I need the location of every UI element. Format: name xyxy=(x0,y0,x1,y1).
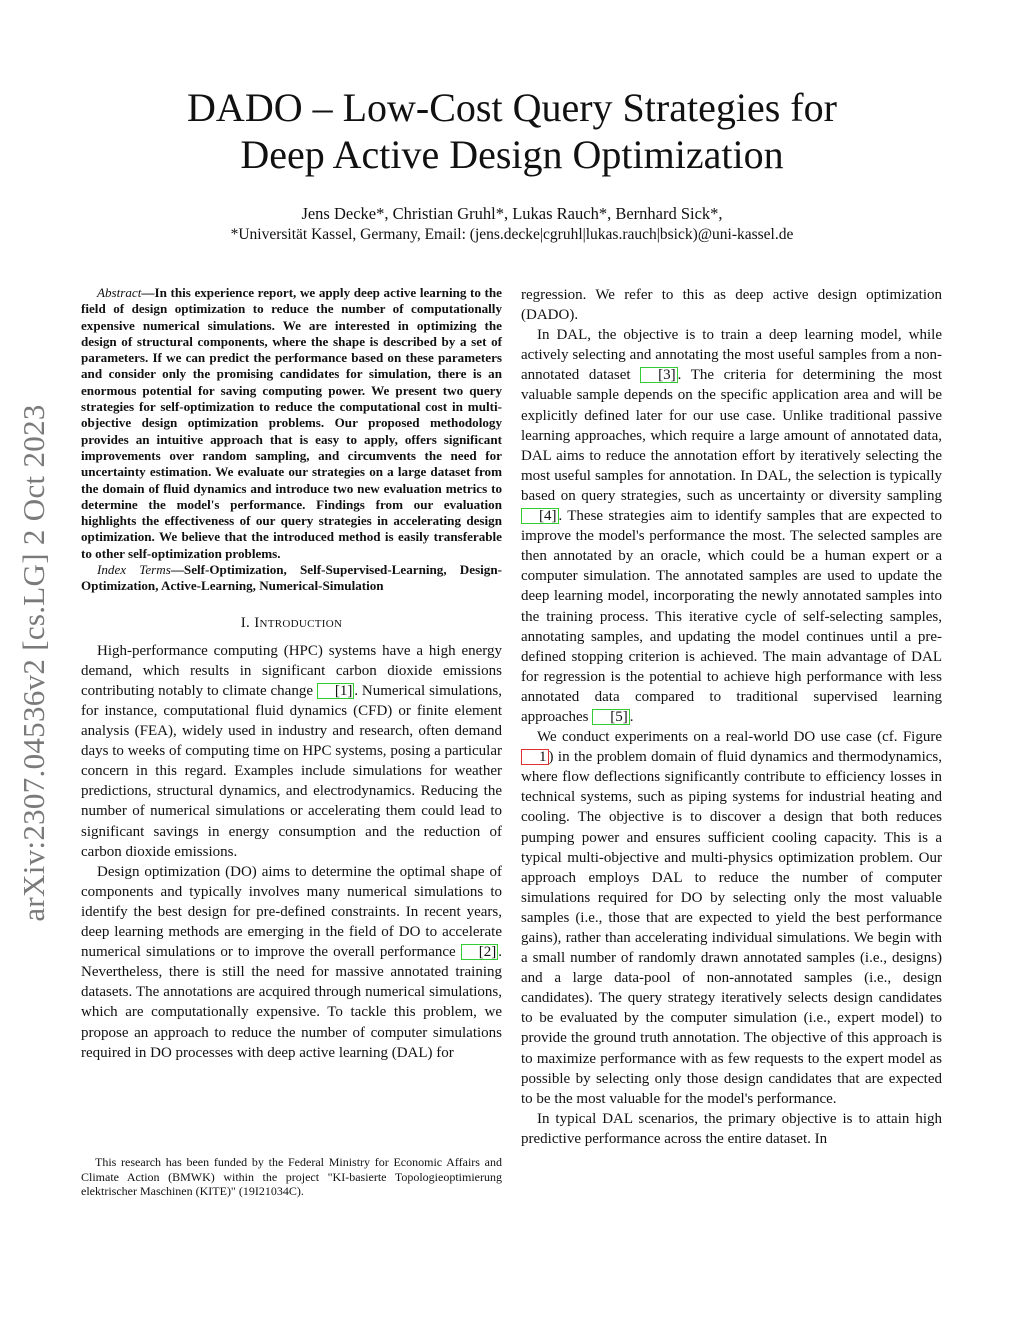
paragraph-text: In DAL, the objective is to train a deep learning model, while actively selecting and annotating the most useful samples from a non-annotated dataset xyxy=(521,327,942,384)
section-number: I. xyxy=(240,614,251,631)
paragraph-text: . The criteria for determining the most valuable sample depends on the specific application area and will be explicitly defined later for our use case. Unlike traditional passive learning approaches, which require a large amount of annotated data, DAL aims to reduce the annotation effort by iteratively selecting the most useful samples for annotation. In DAL, the selection is typically based on query strategies, such as uncertainty or diversity sampling xyxy=(521,367,942,504)
right-column xyxy=(521,285,942,1149)
index-terms-text: —Self-Optimization, Self-Supervised-Learning, Design-Optimization, Active-Learning, Numerical-Simulation xyxy=(81,562,502,594)
paragraph-experiments xyxy=(521,727,942,1109)
section-title: Introduction xyxy=(254,614,343,631)
author-affiliation: *Universität Kassel, Germany, Email: (jens.decke|cgruhl|lukas.rauch|bsick)@uni-kassel.de xyxy=(230,226,794,243)
arxiv-identifier: arXiv:2307.04536v2 [cs.LG] 2 Oct 2023 xyxy=(16,404,51,922)
paragraph-text: High-performance computing (HPC) systems have a high energy demand, which results in significant carbon dioxide emissions contributing notably to climate change xyxy=(81,642,502,699)
paragraph-text: ) in the problem domain of fluid dynamics and thermodynamics, where flow deflections significantly contribute to efficiency losses in technical systems, such as piping systems for industrial heating and cooling. The objective is to discover a design that both reduces pumping power and ensures sufficient cooling capacity. This is a typical multi-objective and multi-physics optimization problem. Our approach employs DAL to reduce the number of computer simulations required for DO by selecting only the most valuable samples (i.e., those that are expected to yield the best performance gains), rather than accelerating individual simulations. We begin with a small number of randomly drawn annotated samples (i.e., designs) and a large data-pool of non-annotated samples (i.e., design candidates). The query strategy iteratively selects design candidates to be evaluated by the computer simulation (i.e., expert model) to provide the ground truth annotation. The objective of this approach is to maximize performance with as few requests to the expert model as possible by selecting only those design candidates that are expected to be the most valuable for the model's performance. xyxy=(521,749,942,1107)
figure-reference-link[interactable]: 1 xyxy=(521,749,549,765)
funding-footnote xyxy=(81,1155,502,1199)
arxiv-sidebar-stamp xyxy=(8,368,60,958)
paragraph-hpc-energy xyxy=(81,641,502,862)
paragraph-text: . xyxy=(629,708,634,725)
paper-title-line-1: DADO – Low-Cost Query Strategies for xyxy=(187,85,837,130)
paragraph-continuation: regression. We refer to this as deep active design optimization (DADO). xyxy=(521,287,942,324)
index-terms-label: Index Terms xyxy=(97,562,171,578)
abstract-label: Abstract xyxy=(97,285,142,300)
citation-link[interactable]: [4] xyxy=(521,508,559,524)
left-column xyxy=(81,285,502,1063)
paper-title-line-2: Deep Active Design Optimization xyxy=(240,132,784,177)
paragraph-typical-dal: In typical DAL scenarios, the primary objective is to attain high predictive performance across the entire dataset. In xyxy=(521,1110,942,1147)
footnote-text: This research has been funded by the Federal Ministry for Economic Affairs and Climate Action (BMWK) within the project "KI-basierte Topologieoptimierung elektrischer Maschinen (KITE)" (19I21034C). xyxy=(81,1155,502,1199)
section-heading-introduction xyxy=(81,613,502,633)
index-terms xyxy=(81,562,502,595)
citation-link[interactable]: [5] xyxy=(592,709,630,725)
paragraph-text: We conduct experiments on a real-world DO use case (cf. Figure xyxy=(537,729,942,746)
paragraph-dal-objective xyxy=(521,325,942,727)
citation-link[interactable]: [3] xyxy=(640,367,678,383)
paragraph-design-optimization xyxy=(81,862,502,1063)
paragraph-text: Design optimization (DO) aims to determine the optimal shape of components and typically involves many numerical simulations to identify the best design for pre-defined constraints. In recent years, deep learning methods are emerging in the field of DO to accelerate numerical simulations or to improve the overall performance xyxy=(81,863,502,961)
citation-link[interactable]: [2] xyxy=(461,944,499,960)
paragraph-text: . These strategies aim to identify samples that are expected to improve the model's performance the most. The selected samples are then annotated by an oracle, which could be a human expert or a computer simulation. The annotated samples are used to update the deep learning model, incorporating the newly annotated samples into the training process. This iterative cycle of self-selecting samples, annotating samples, and updating the model continues until a pre-defined stopping criterion is achieved. The main advantage of DAL for regression is the potential to achieve high performance with less annotated data compared to traditional supervised learning approaches xyxy=(521,508,942,725)
paper-title xyxy=(100,84,924,178)
paragraph-text: . Numerical simulations, for instance, computational fluid dynamics (CFD) or finite element analysis (FEA), widely used in industry and research, often demand days to weeks of computing time on HPC systems, posing a particular concern in this regard. Examples include simulations for weather predictions, structural dynamics, and electrodynamics. Reducing the number of numerical simulations or accelerating them could lead to significant savings in energy consumption and the reduction of carbon dioxide emissions. xyxy=(81,682,502,860)
abstract xyxy=(81,285,502,562)
paragraph-text: . Nevertheless, there is still the need for massive annotated training datasets. The annotations are acquired through numerical simulations, which are computationally expensive. To tackle this problem, we propose an approach to reduce the number of computer simulations required in DO processes with deep active learning (DAL) for xyxy=(81,944,502,1061)
abstract-text: —In this experience report, we apply deep active learning to the field of design optimization to reduce the number of computationally expensive numerical simulations. We are interested in optimizing the design of structural components, where the shape is described by a set of parameters. If we can predict the performance based on these parameters and consider only the promising candidates for simulation, there is an enormous potential for saving computing power. We present two query strategies for self-optimization to reduce the computational cost in multi-objective design optimization problems. Our proposed methodology provides an intuitive approach that is easy to apply, offers significant improvements over random sampling, and circumvents the need for uncertainty estimation. We evaluate our strategies on a large dataset from the domain of fluid dynamics and introduce two new evaluation metrics to determine the model's performance. Findings from our evaluation highlights the effectiveness of our query strategies in accelerating design optimization. We believe that the introduced method is easily transferable to other self-optimization problems. xyxy=(81,285,502,561)
author-list: Jens Decke*, Christian Gruhl*, Lukas Rauch*, Bernhard Sick*, xyxy=(301,204,723,223)
citation-link[interactable]: [1] xyxy=(317,683,355,699)
